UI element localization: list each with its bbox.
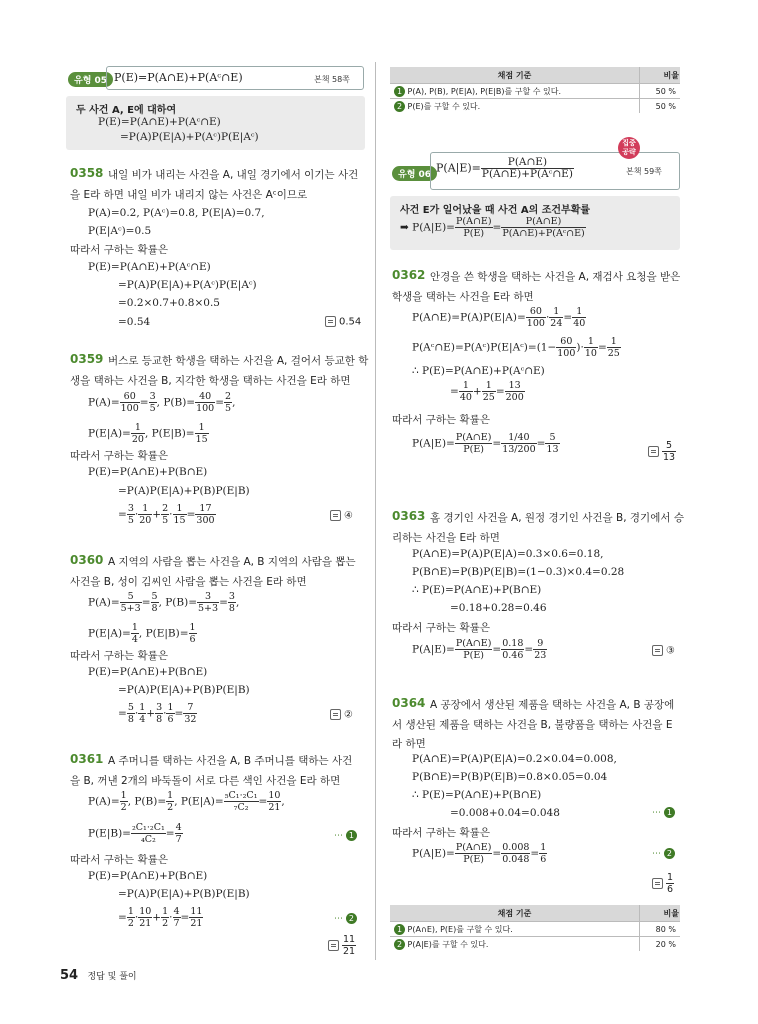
table-row: 2 P(E)를 구할 수 있다. 50 %: [390, 99, 680, 114]
text-line: 을 E라 하면 내일 비가 내리지 않는 사건은 Aᶜ이므로: [70, 189, 308, 201]
answer-icon: [648, 446, 659, 457]
text-line: 사건을 B, 성이 김씨인 사람을 뽑는 사건을 E라 하면: [70, 576, 307, 588]
equation: P(B∩E)=P(B)P(E|B)=0.8×0.05=0.04: [412, 771, 608, 783]
text-line: 버스로 등교한 학생을 택하는 사건을 A, 걸어서 등교한 학: [108, 355, 369, 367]
equation: P(A∩E)=P(A)P(E|A)= $\frac{60}{100}$ · $\frac{1}{24}$ = $\frac{1}{40}$: [412, 306, 586, 329]
equation: P(A∩E)=P(A)P(E|A)=0.3×0.6=0.18,: [412, 548, 604, 560]
text-line: 내일 비가 내리는 사건을 A, 내일 경기에서 이기는 사건: [108, 169, 359, 181]
column-divider: [375, 62, 376, 960]
answer: ③: [652, 645, 675, 657]
text-line: 라 하면: [392, 738, 426, 750]
text-line: 서 생산된 제품을 택하는 사건을 B, 불량품을 택하는 사건을 E: [392, 719, 673, 731]
equation: P(B∩E)=P(B)P(E|B)=(1−0.3)×0.4=0.28: [412, 566, 625, 578]
summary-line: ➡ P(A|E)= $\frac{P(A\cap E)}{P(E)}$ = $\frac{P(A\cap E)}{\text{P(A∩E)+P(Aᶜ∩E)}}$: [400, 216, 585, 239]
equation: P(E)=P(A∩E)+P(Aᶜ∩E): [88, 261, 211, 273]
summary-line: P(E)=P(A∩E)+P(Aᶜ∩E): [98, 116, 221, 128]
problem-number: 0359: [70, 352, 104, 366]
table-row: 1 P(A∩E), P(E)를 구할 수 있다. 80 %: [390, 922, 680, 937]
text-line: 생을 택하는 사건을 B, 지각한 학생을 택하는 사건을 E라 하면: [70, 375, 351, 387]
answer: ④: [330, 510, 353, 522]
page-footer: [60, 968, 137, 983]
step-marker: ⋯ 2: [652, 848, 675, 859]
problem-number: 0361: [70, 752, 104, 766]
answer-icon: [325, 316, 336, 327]
equation: P(E|A)= $\frac{1}{20}$ , P(E|B)= $\frac{1}{15}$: [88, 422, 208, 445]
equation: P(A|E)= $\frac{P(A\cap E)}{P(E)}$ = $\frac{0.008}{0.048}$ = $\frac{1}{6}$: [412, 842, 547, 865]
summary-line: =P(A)P(E|A)+P(Aᶜ)P(E|Aᶜ): [120, 131, 259, 143]
answer: $\frac{1}{6}$: [652, 872, 674, 895]
equation: = $\frac{3}{5}$ · $\frac{1}{20}$ + $\frac{2}{5}$ · $\frac{1}{15}$ = $\frac{17}{300}$: [118, 503, 215, 526]
equation: P(A)= $\frac{5}{5+3}$ = $\frac{5}{8}$ , P(B)= $\frac{3}{5+3}$ = $\frac{3}{8}$ ,: [88, 591, 240, 614]
table-row: 2 P(A|E)를 구할 수 있다. 20 %: [390, 937, 680, 952]
equation: =P(A)P(E|A)+P(B)P(E|B): [118, 485, 250, 497]
equation: =P(A)P(E|A)+P(B)P(E|B): [118, 888, 250, 900]
page-number: 54: [60, 968, 79, 983]
grading-header: 채점 기준: [390, 67, 640, 84]
text-line: 따라서 구하는 확률은: [392, 414, 490, 426]
focus-badge: 집중 공략: [618, 137, 640, 159]
equation: P(E|B)= $\frac{\text{₂C₁·₂C₁}}{\text{₄C₂}}$ = $\frac{4}{7}$: [88, 822, 182, 845]
equation: P(A)= $\frac{60}{100}$ = $\frac{3}{5}$ , P(B)= $\frac{40}{100}$ = $\frac{2}{5}$ ,: [88, 391, 236, 414]
answer-icon: [330, 510, 341, 521]
equation: ∴ P(E)=P(A∩E)+P(B∩E): [412, 584, 542, 596]
type-formula: P(E)=P(A∩E)+P(Aᶜ∩E): [114, 71, 243, 84]
equation: P(A|E)= $\frac{P(A\cap E)}{P(E)}$ = $\frac{0.18}{0.46}$ = $\frac{9}{23}$: [412, 638, 547, 661]
problem-number: 0360: [70, 553, 104, 567]
text-line: 홈 경기인 사건을 A, 원정 경기인 사건을 B, 경기에서 승: [430, 512, 684, 524]
equation: ∴ P(E)=P(A∩E)+P(Aᶜ∩E): [412, 365, 545, 377]
step-marker: ⋯ 1: [334, 830, 357, 841]
text-line: 리하는 사건을 E라 하면: [392, 532, 500, 544]
grading-header: 채점 기준: [390, 905, 640, 922]
equation: P(E)=P(A∩E)+P(B∩E): [88, 466, 208, 478]
equation: =0.54: [118, 316, 151, 328]
equation: = $\frac{1}{2}$ · $\frac{10}{21}$ + $\frac{1}{2}$ · $\frac{4}{7}$ = $\frac{11}{21}$: [118, 906, 203, 929]
text-line: 따라서 구하는 확률은: [392, 622, 490, 634]
equation: P(E)=P(A∩E)+P(B∩E): [88, 870, 208, 882]
grading-table: [390, 905, 680, 951]
text-line: 따라서 구하는 확률은: [70, 450, 168, 462]
equation: =0.2×0.7+0.8×0.5: [118, 297, 220, 309]
equation: = $\frac{1}{40}$ + $\frac{1}{25}$ = $\frac{13}{200}$: [450, 380, 524, 403]
step-marker: ⋯ 2: [334, 913, 357, 924]
answer: $\frac{11}{21}$: [328, 934, 356, 957]
equation: P(A)= $\frac{1}{2}$ , P(B)= $\frac{1}{2}$ , P(E|A)= $\frac{\text{₅C₁·₂C₁}}{\text{₇C₂}}$ = $\frac{10}{21}$ ,: [88, 790, 285, 813]
equation: =P(A)P(E|A)+P(B)P(E|B): [118, 684, 250, 696]
text-line: A 공장에서 생산된 제품을 택하는 사건을 A, B 공장에: [430, 699, 675, 711]
footer-label: 정답 및 풀이: [87, 972, 137, 982]
summary-title: 두 사건 A, E에 대하여: [76, 105, 177, 116]
problem-number: 0362: [392, 268, 426, 282]
grading-header: 비율: [640, 67, 681, 84]
grading-header: 비율: [640, 905, 681, 922]
text-line: 학생을 택하는 사건을 E라 하면: [392, 291, 534, 303]
table-row: 1 P(A), P(B), P(E|A), P(E|B)를 구할 수 있다. 50 %: [390, 84, 680, 99]
equation: P(A|E)= $\frac{P(A\cap E)}{P(E)}$ = $\frac{1/40}{13/200}$ = $\frac{5}{13}$: [412, 432, 559, 455]
summary-title: 사건 E가 일어났을 때 사건 A의 조건부확률: [400, 205, 591, 216]
text-line: A 지역의 사람을 뽑는 사건을 A, B 지역의 사람을 뽑는: [108, 556, 356, 568]
equation: P(E)=P(A∩E)+P(B∩E): [88, 666, 208, 678]
equation: P(A)=0.2, P(Aᶜ)=0.8, P(E|A)=0.7,: [88, 207, 265, 219]
type-tag: 유형 06: [392, 166, 437, 181]
equation: P(E|A)= $\frac{1}{4}$ , P(E|B)= $\frac{1}{6}$: [88, 622, 196, 645]
type-reference: 본책 59쪽: [626, 167, 662, 176]
answer: ②: [330, 709, 353, 721]
problem-number: 0358: [70, 166, 104, 180]
equation: P(E|Aᶜ)=0.5: [88, 225, 152, 237]
text-line: 따라서 구하는 확률은: [392, 827, 490, 839]
problem-number: 0363: [392, 509, 426, 523]
equation: = $\frac{5}{8}$ · $\frac{1}{4}$ + $\frac{3}{8}$ · $\frac{1}{6}$ = $\frac{7}{32}$: [118, 702, 197, 725]
text-line: 안경을 쓴 학생을 택하는 사건을 A, 재검사 요청을 받은: [430, 271, 681, 283]
text-line: 따라서 구하는 확률은: [70, 854, 168, 866]
text-line: A 주머니를 택하는 사건을 A, B 주머니를 택하는 사건: [108, 755, 353, 767]
answer-icon: [330, 709, 341, 720]
equation: =0.18+0.28=0.46: [450, 602, 547, 614]
equation: P(A∩E)=P(A)P(E|A)=0.2×0.04=0.008,: [412, 753, 617, 765]
type-formula: P(A|E)= $\frac{P(A\cap E)}{\text{P(A∩E)+P(Aᶜ∩E)}}$: [436, 156, 573, 180]
problem-number: 0364: [392, 696, 426, 710]
type-tag: 유형 05: [68, 72, 113, 87]
step-marker: ⋯ 1: [652, 807, 675, 818]
text-line: 따라서 구하는 확률은: [70, 244, 168, 256]
answer: 0.54: [325, 316, 361, 328]
equation: P(Aᶜ∩E)=P(Aᶜ)P(E|Aᶜ)=(1− $\frac{60}{100}$ )· $\frac{1}{10}$ = $\frac{1}{25}$: [412, 336, 620, 359]
type-reference: 본책 58쪽: [314, 75, 350, 84]
equation: =P(A)P(E|A)+P(Aᶜ)P(E|Aᶜ): [118, 279, 257, 291]
equation: =0.008+0.04=0.048: [450, 807, 560, 819]
text-line: 을 B, 꺼낸 2개의 바둑돌이 서로 다른 색인 사건을 E라 하면: [70, 775, 341, 787]
answer-icon: [652, 878, 663, 889]
grading-table: [390, 67, 680, 113]
text-line: 따라서 구하는 확률은: [70, 650, 168, 662]
answer-icon: [652, 645, 663, 656]
answer: $\frac{5}{13}$: [648, 440, 676, 463]
equation: ∴ P(E)=P(A∩E)+P(B∩E): [412, 789, 542, 801]
answer-icon: [328, 940, 339, 951]
